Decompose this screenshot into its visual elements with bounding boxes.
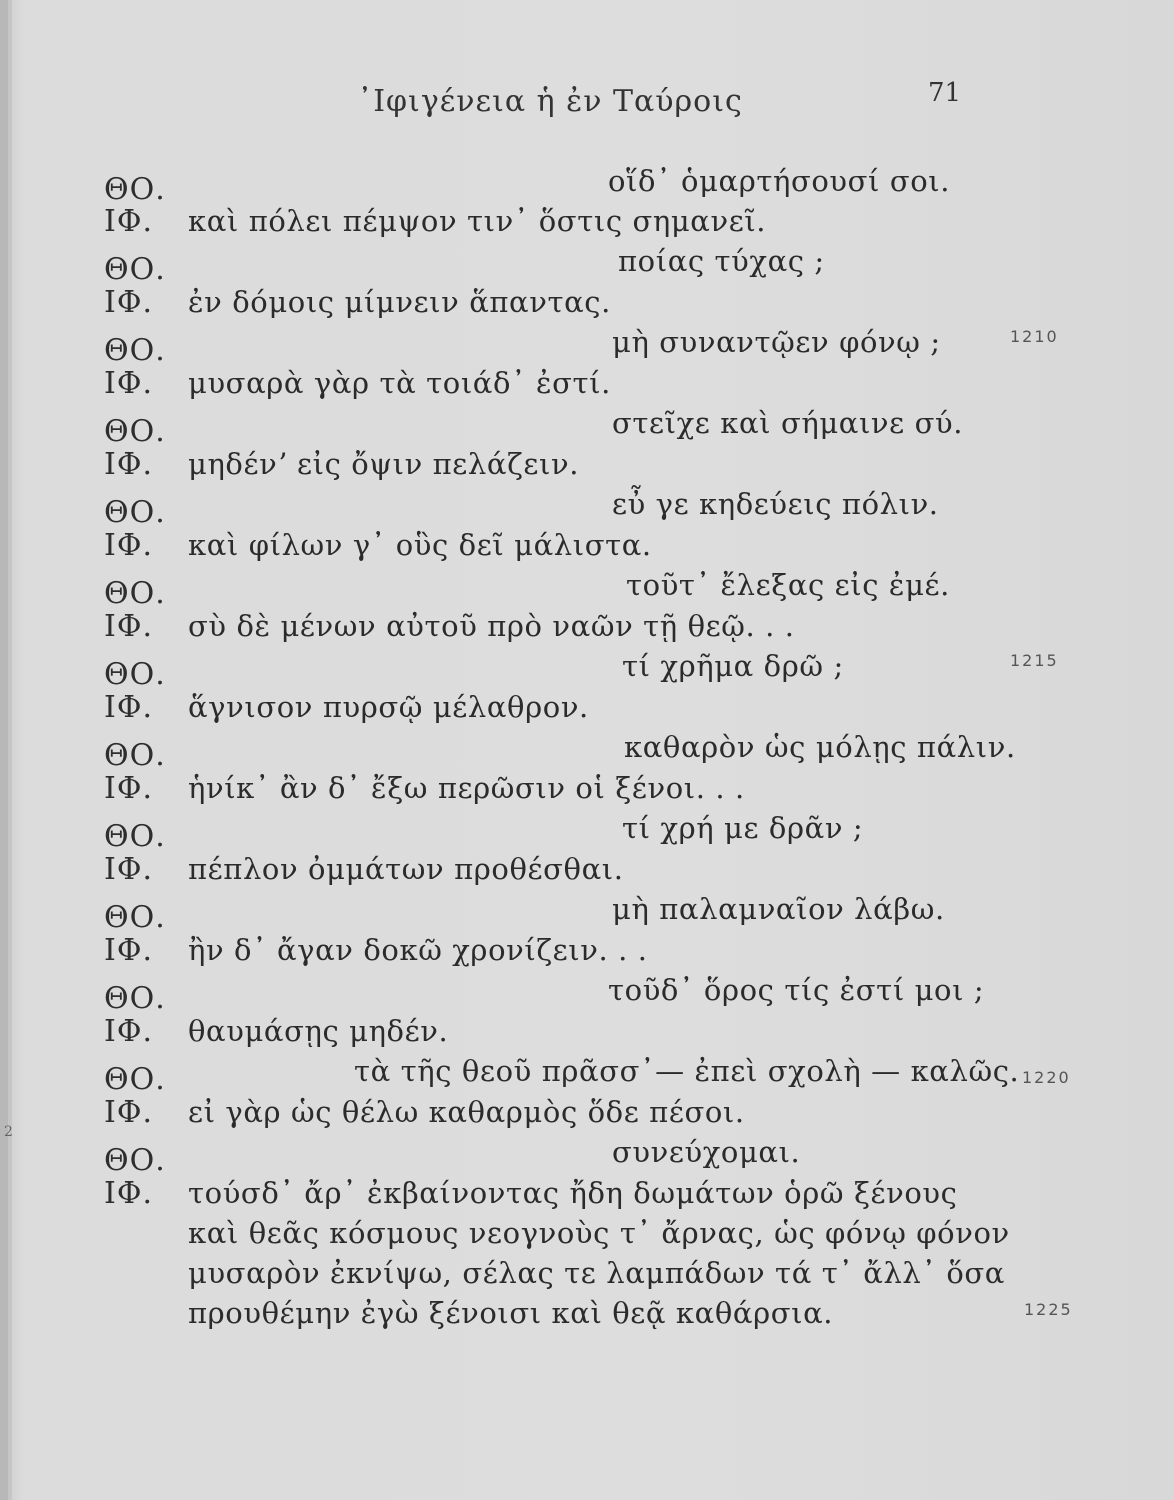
verse-text: σὺ δὲ μένων αὐτοῦ πρὸ ναῶν τῇ θεῷ. . . <box>188 609 795 643</box>
verse-text: τί χρῆμα δρῶ ; <box>622 649 844 683</box>
speaker-label: ΘΟ. <box>104 414 166 449</box>
speaker-label: ΘΟ. <box>104 1062 166 1097</box>
verse-text: καὶ φίλων γ᾿ οὓς δεῖ μάλιστα. <box>188 528 652 562</box>
verse-line <box>0 1135 1174 1178</box>
verse-line <box>0 1014 1174 1054</box>
speaker-label: ΘΟ. <box>104 333 166 368</box>
line-number: 1215 <box>1010 651 1059 670</box>
verse-text: εὖ γε κηδεύεις πόλιν. <box>612 487 939 521</box>
verse-text: τούσδ᾿ ἄρ᾿ ἐκβαίνοντας ἤδη δωμάτων ὁρῶ ξένους <box>188 1176 958 1210</box>
verse-text: μυσαρὰ γὰρ τὰ τοιάδ᾿ ἐστί. <box>188 366 611 400</box>
speaker-label: ΙΦ. <box>104 366 153 401</box>
verse-line <box>0 1216 1174 1256</box>
speaker-label: ΘΟ. <box>104 819 166 854</box>
speaker-label: ΙΦ. <box>104 1014 153 1049</box>
verse-line <box>0 649 1174 692</box>
speaker-label: ΘΟ. <box>104 252 166 287</box>
verse-line <box>0 325 1174 368</box>
verse-line <box>0 244 1174 287</box>
verse-text: καὶ πόλει πέμψον τιν᾿ ὅστις σημανεῖ. <box>188 204 767 238</box>
verse-line <box>0 366 1174 406</box>
verse-line <box>0 811 1174 854</box>
verse-line <box>0 406 1174 449</box>
verse-text: οἵδ᾿ ὁμαρτήσουσί σοι. <box>608 164 951 198</box>
verse-line <box>0 933 1174 973</box>
verse-text: μὴ παλαμναῖον λάβω. <box>612 892 945 926</box>
speaker-label: ΙΦ. <box>104 852 153 887</box>
verse-text: τοῦδ᾿ ὅρος τίς ἐστί μοι ; <box>608 973 985 1007</box>
verse-line <box>0 1095 1174 1135</box>
verse-line <box>0 1256 1174 1296</box>
verse-text: ἅγνισον πυρσῷ μέλαθρον. <box>188 690 589 724</box>
verse-line <box>0 730 1174 773</box>
speaker-label: ΙΦ. <box>104 204 153 239</box>
speaker-label: ΘΟ. <box>104 495 166 530</box>
verse-line <box>0 528 1174 568</box>
verse-text: θαυμάσῃς μηδέν. <box>188 1014 449 1048</box>
speaker-label: ΘΟ. <box>104 900 166 935</box>
line-number: 1225 <box>1024 1300 1073 1319</box>
verse-line <box>0 771 1174 811</box>
speaker-label: ΙΦ. <box>104 933 153 968</box>
verse-text: μυσαρὸν ἐκνίψω, σέλας τε λαμπάδων τά τ᾿ ἄλλ᾿ ὅσα <box>188 1256 1005 1290</box>
speaker-label: ΙΦ. <box>104 771 153 806</box>
verse-line <box>0 1054 1174 1097</box>
verse-line <box>0 892 1174 935</box>
line-number: 1220 <box>1022 1068 1071 1087</box>
verse-text: ἡνίκ᾿ ἂν δ᾿ ἔξω περῶσιν οἱ ξένοι. . . <box>188 771 745 805</box>
margin-mark: 2 <box>4 1124 13 1140</box>
speaker-label: ΘΟ. <box>104 981 166 1016</box>
verse-line <box>0 204 1174 244</box>
verse-text: προυθέμην ἐγὼ ξένοισι καὶ θεᾷ καθάρσια. <box>188 1296 834 1330</box>
verse-text: μηδένʼ εἰς ὄψιν πελάζειν. <box>188 447 580 481</box>
verse-line <box>0 285 1174 325</box>
speaker-label: ΙΦ. <box>104 609 153 644</box>
speaker-label: ΙΦ. <box>104 690 153 725</box>
verse-text: ἢν δ᾿ ἄγαν δοκῶ χρονίζειν. . . <box>188 933 648 967</box>
speaker-label: ΙΦ. <box>104 528 153 563</box>
verse-line <box>0 690 1174 730</box>
verse-line <box>0 164 1174 207</box>
verse-line <box>0 973 1174 1016</box>
verse-text: εἰ γὰρ ὡς θέλω καθαρμὸς ὅδε πέσοι. <box>188 1095 745 1129</box>
verse-text: στεῖχε καὶ σήμαινε σύ. <box>612 406 964 440</box>
verse-text: μὴ συναντῷεν φόνῳ ; <box>612 325 941 359</box>
verse-line <box>0 1296 1174 1336</box>
line-number: 1210 <box>1010 327 1059 346</box>
speaker-label: ΙΦ. <box>104 1176 153 1211</box>
verse-text: πέπλον ὀμμάτων προθέσθαι. <box>188 852 624 886</box>
verse-text: καὶ θεᾶς κόσμους νεογνοὺς τ᾿ ἄρνας, ὡς φόνῳ φόνον <box>188 1216 1010 1250</box>
verse-line <box>0 1176 1174 1216</box>
speaker-label: ΘΟ. <box>104 1143 166 1178</box>
speaker-label: ΘΟ. <box>104 172 166 207</box>
verse-line <box>0 487 1174 530</box>
speaker-label: ΘΟ. <box>104 738 166 773</box>
speaker-label: ΙΦ. <box>104 285 153 320</box>
speaker-label: ΘΟ. <box>104 657 166 692</box>
speaker-label: ΙΦ. <box>104 447 153 482</box>
verse-text: καθαρὸν ὡς μόλῃς πάλιν. <box>624 730 1016 764</box>
verse-line <box>0 568 1174 611</box>
verse-text: τὰ τῆς θεοῦ πρᾶσσ᾿— ἐπεὶ σχολὴ — καλῶς. <box>354 1054 1020 1088</box>
verse-text: ἐν δόμοις μίμνειν ἅπαντας. <box>188 285 611 319</box>
verse-line <box>0 447 1174 487</box>
running-title: ᾿Ιφιγένεια ἡ ἐν Ταύροις <box>357 84 743 119</box>
verse-text: τοῦτ᾿ ἔλεξας εἰς ἐμέ. <box>626 568 950 602</box>
verse-line <box>0 609 1174 649</box>
verse-line <box>0 852 1174 892</box>
page-number: 71 <box>928 78 962 108</box>
speaker-label: ΘΟ. <box>104 576 166 611</box>
verse-text: ποίας τύχας ; <box>618 244 825 278</box>
verse-text: τί χρή με δρᾶν ; <box>622 811 864 845</box>
verse-text: συνεύχομαι. <box>612 1135 801 1169</box>
speaker-label: ΙΦ. <box>104 1095 153 1130</box>
